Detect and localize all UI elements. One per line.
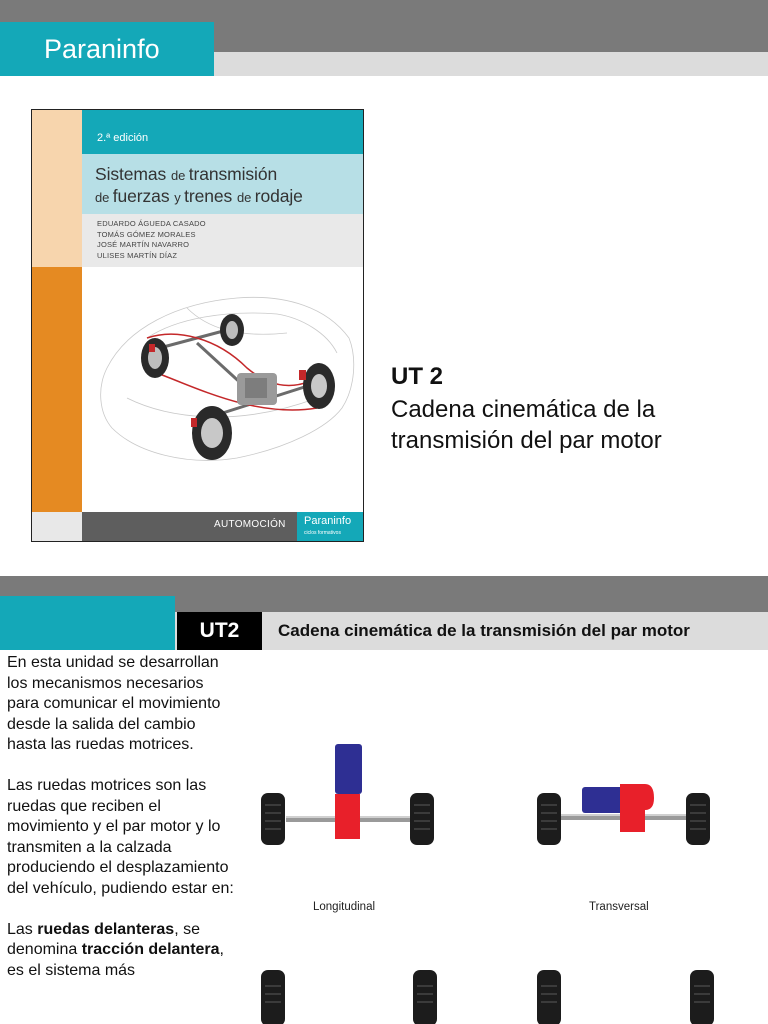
cover-author: EDUARDO ÁGUEDA CASADO	[97, 219, 206, 228]
cover-collection: AUTOMOCIÓN	[214, 519, 286, 530]
body-text	[7, 653, 235, 1002]
cover-author: TOMÁS GÓMEZ MORALES	[97, 229, 196, 239]
gearbox-block	[335, 794, 360, 839]
tire-icon	[686, 793, 710, 845]
engine-block	[582, 787, 624, 813]
engine-block	[335, 744, 362, 794]
car-chassis-illustration	[87, 278, 362, 473]
unit-badge: UT2	[177, 612, 262, 650]
cover-publisher-logo: Paraninfo ciclos formativos	[297, 512, 364, 542]
cover-peach-stripe	[32, 110, 82, 267]
book-cover	[31, 109, 364, 542]
slide2-header-title: Cadena cinemática de la transmisión del par motor	[278, 621, 690, 640]
cover-orange-stripe	[32, 267, 82, 512]
diagram-left-caption: Longitudinal	[313, 901, 376, 913]
cover-authors	[97, 219, 206, 261]
diagram-right-caption: Transversal	[589, 901, 649, 913]
tire-icon	[261, 970, 285, 1024]
cover-edition: 2.ª edición	[97, 132, 149, 144]
cover-title: Sistemas de transmisión de fuerzas y trenes de rodaje	[95, 164, 303, 206]
tire-icon	[261, 793, 285, 845]
brand-label: Paraninfo	[0, 22, 214, 76]
tire-icon	[410, 793, 434, 845]
tire-icon	[413, 970, 437, 1024]
cover-grey-stripe	[32, 512, 82, 542]
slide2-teal-block	[0, 596, 175, 650]
tire-icon	[537, 970, 561, 1024]
drivetrain-diagrams	[250, 730, 768, 1024]
paragraph-intro: En esta unidad se desarrollan los mecanismos necesarios para comunicar el movimiento desde la salida del cambio hasta las ruedas motrices.	[7, 654, 221, 753]
cover-author: JOSÉ MARTÍN NAVARRO	[97, 240, 190, 249]
transversal-diagram	[537, 784, 710, 913]
longitudinal-diagram	[261, 744, 434, 913]
paragraph-front-drive: Las ruedas delanteras, se denomina tracción delantera, es el sistema más	[7, 920, 224, 979]
paragraph-driving-wheels: Las ruedas motrices son las ruedas que reciben el movimiento y el par motor y lo transmiten a la calzada produciendo el desplazamiento del vehículo, pudiendo estar en:	[7, 777, 234, 897]
cover-author: ULISES MARTÍN DÍAZ	[97, 250, 178, 260]
gearbox-block	[620, 784, 654, 832]
bottom-diagram-row	[261, 970, 714, 1024]
unit-code: UT 2	[391, 363, 444, 390]
tire-icon	[537, 793, 561, 845]
unit-title: Cadena cinemática de la transmisión del par motor	[391, 396, 662, 454]
tire-icon	[690, 970, 714, 1024]
